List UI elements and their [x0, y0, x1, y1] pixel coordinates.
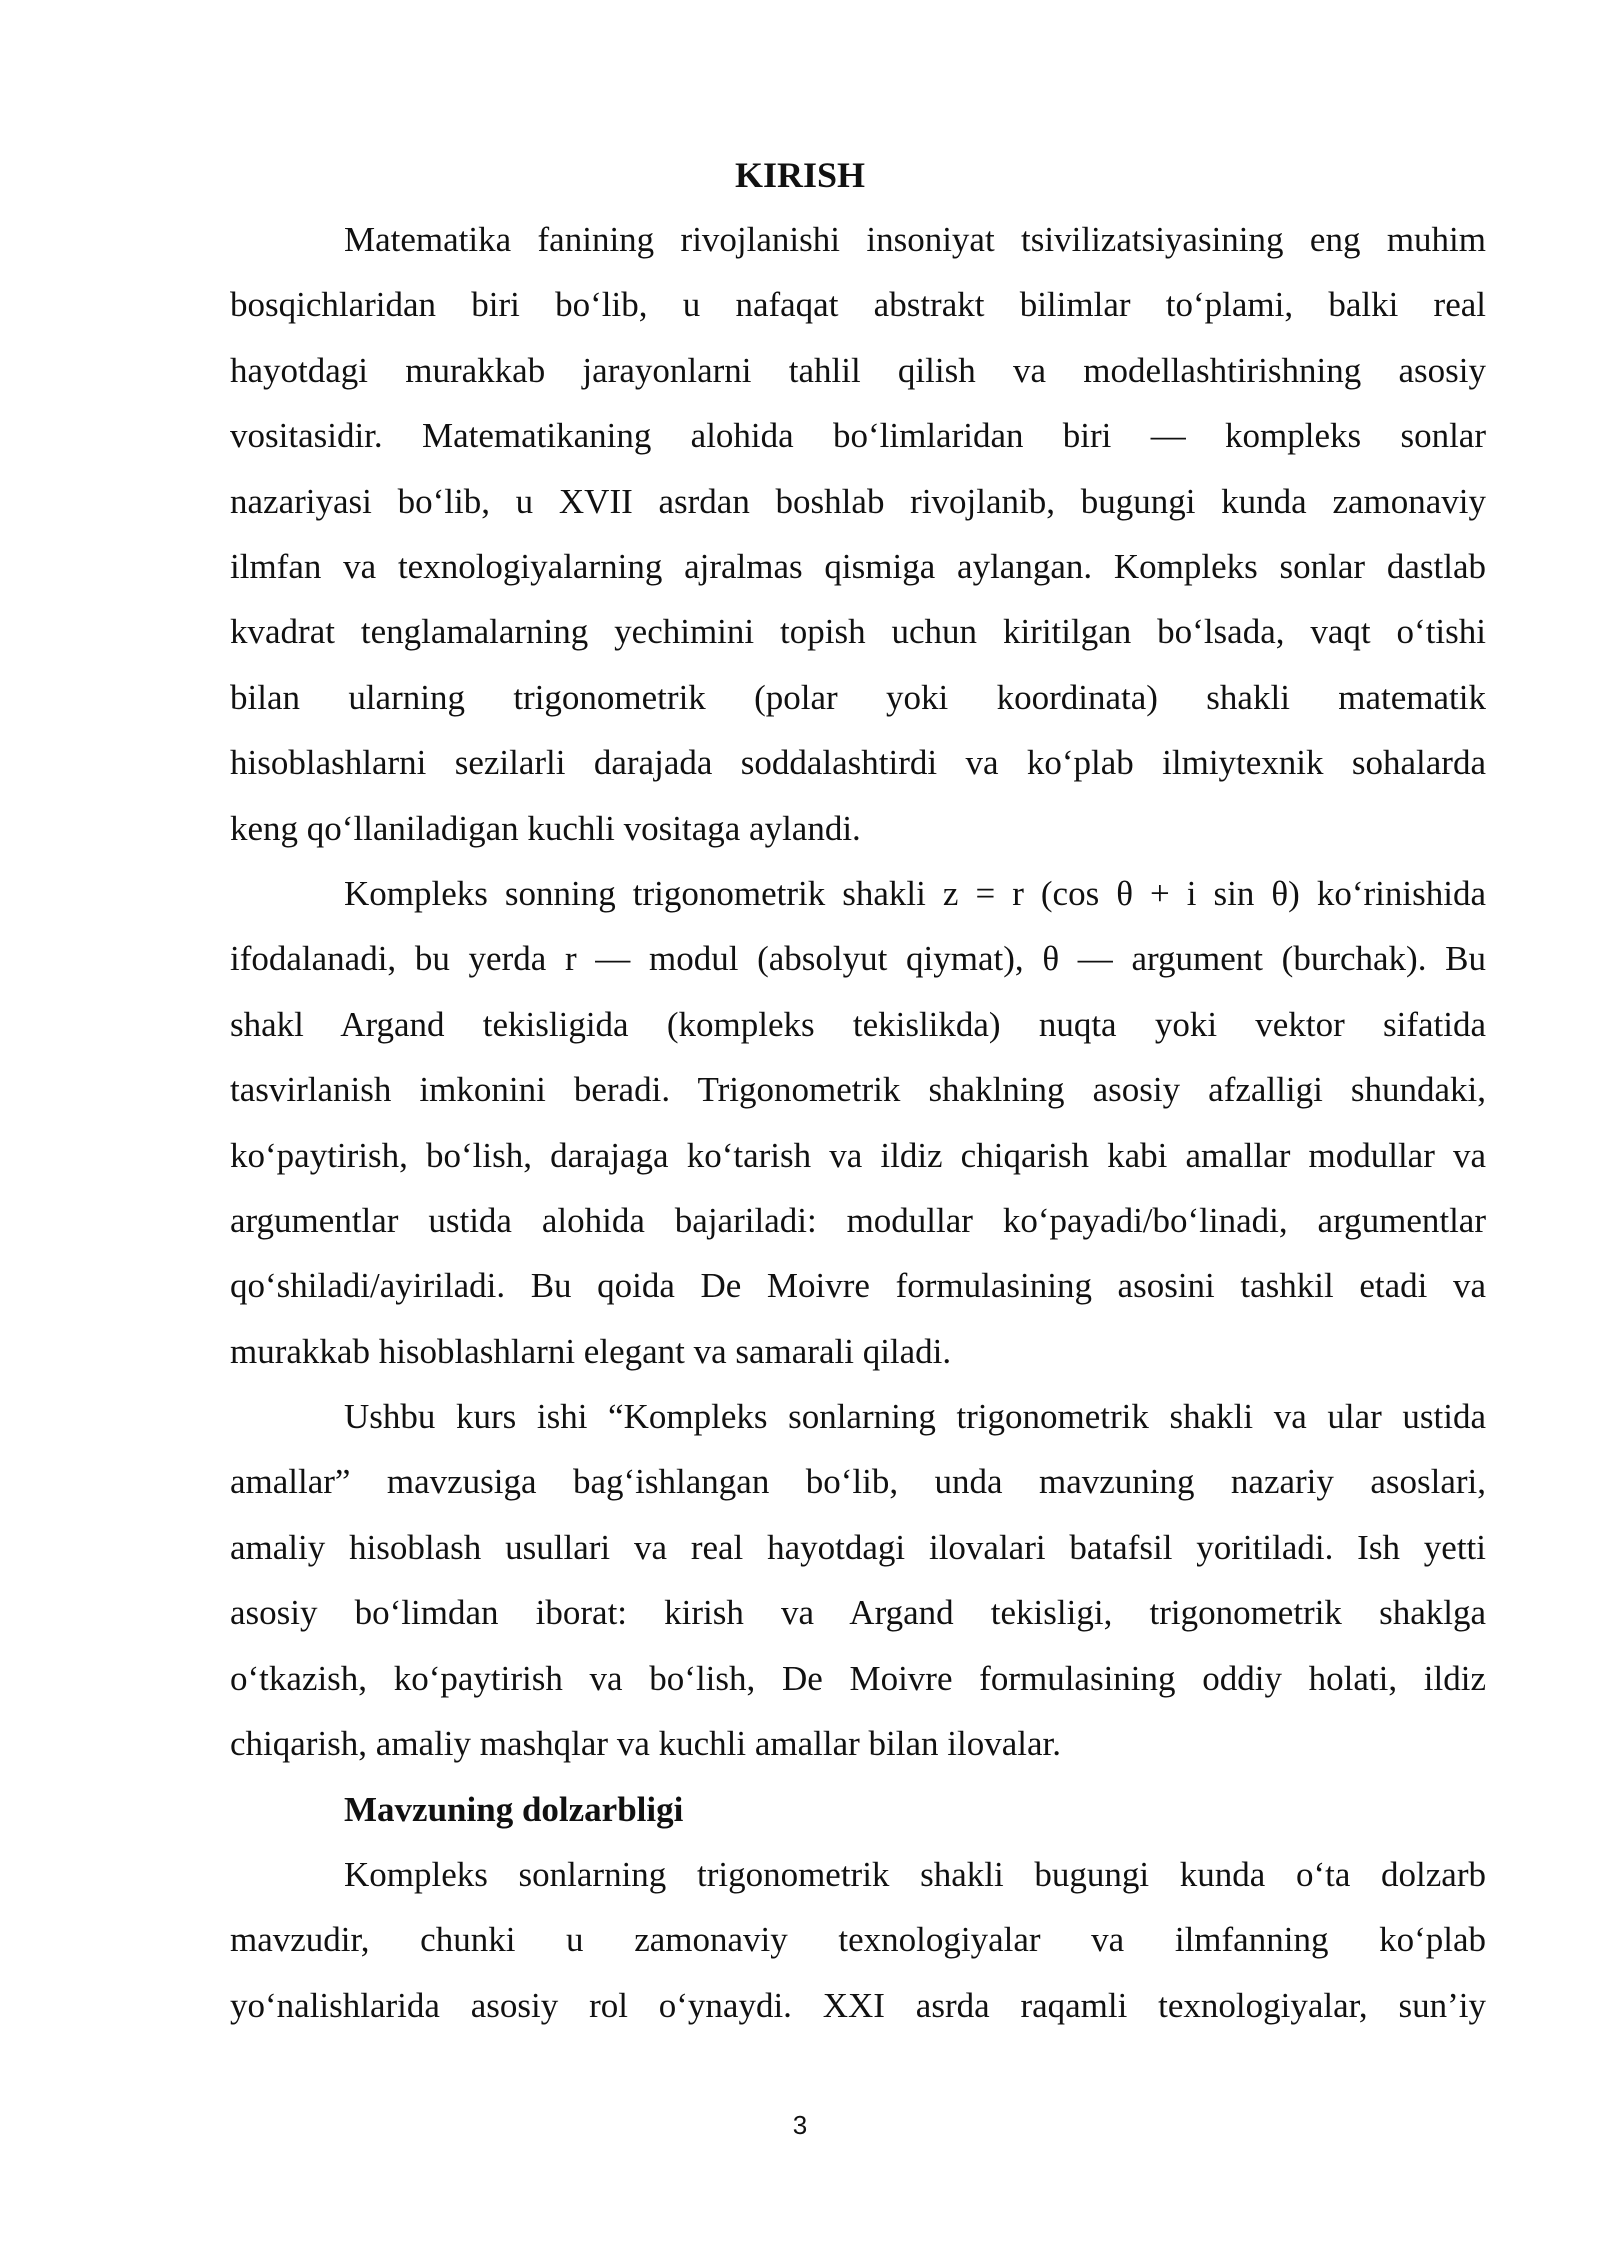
text-line: hayotdagi murakkab jarayonlarni tahlil qilish va modellashtirishning asosiy — [230, 350, 1486, 390]
text-line: nazariyasi bo‘lib, u XVII asrdan boshlab rivojlanib, bugungi kunda zamonaviy — [230, 481, 1486, 521]
text-line: bosqichlaridan biri bo‘lib, u nafaqat abstrakt bilimlar to‘plami, balki real — [230, 285, 1486, 325]
text-line: mavzudir, chunki u zamonaviy texnologiyalar va ilmfanning ko‘plab — [230, 1920, 1486, 1960]
text-line: Kompleks sonlarning trigonometrik shakli bugungi kunda o‘ta dolzarb — [344, 1855, 1486, 1894]
paragraph-relevance — [230, 1842, 1486, 2038]
text-line: Ushbu kurs ishi “Kompleks sonlarning trigonometrik shakli va ular ustida — [344, 1397, 1486, 1436]
paragraph-trigonometric-form — [230, 861, 1486, 1384]
text-line: amaliy hisoblash usullari va real hayotdagi ilovalari batafsil yoritiladi. Ish yetti — [230, 1527, 1486, 1567]
text-line: ko‘paytirish, bo‘lish, darajaga ko‘tarish va ildiz chiqarish kabi amallar modullar va — [230, 1135, 1486, 1175]
text-line: yo‘nalishlarida asosiy rol o‘ynaydi. XXI asrda raqamli texnologiyalar, sun’iy — [230, 1985, 1486, 2025]
text-line: ifodalanadi, bu yerda r — modul (absolyut qiymat), θ — argument (burchak). Bu — [230, 939, 1486, 979]
text-line: vositasidir. Matematikaning alohida bo‘limlaridan biri — kompleks sonlar — [230, 416, 1486, 456]
section-heading: KIRISH — [734, 155, 866, 195]
text-line: argumentlar ustida alohida bajariladi: modullar ko‘payadi/bo‘linadi, argumentlar — [230, 1200, 1486, 1240]
text-line: Matematika fanining rivojlanishi insoniyat tsivilizatsiyasining eng muhim — [344, 220, 1486, 259]
text-line: tasvirlanish imkonini beradi. Trigonometrik shaklning asosiy afzalligi shundaki, — [230, 1070, 1486, 1110]
text-line: o‘tkazish, ko‘paytirish va bo‘lish, De Moivre formulasining oddiy holati, ildiz — [230, 1658, 1486, 1698]
text-line: keng qo‘llaniladigan kuchli vositaga aylandi. — [230, 808, 861, 848]
text-line: murakkab hisoblashlarni elegant va samarali qiladi. — [230, 1331, 952, 1371]
text-line: ilmfan va texnologiyalarning ajralmas qismiga aylangan. Kompleks sonlar dastlab — [230, 546, 1486, 586]
paragraph-intro — [230, 207, 1486, 861]
text-line: kvadrat tenglamalarning yechimini topish uchun kiritilgan bo‘lsada, vaqt o‘tishi — [230, 612, 1486, 652]
paragraph-course-work — [230, 1384, 1486, 1776]
text-line: chiqarish, amaliy mashqlar va kuchli amallar bilan ilovalar. — [230, 1723, 1061, 1763]
text-line: amallar” mavzusiga bag‘ishlangan bo‘lib, unda mavzuning nazariy asoslari, — [230, 1462, 1486, 1502]
text-line: qo‘shiladi/ayiriladi. Bu qoida De Moivre formulasining asosini tashkil etadi va — [230, 1266, 1486, 1306]
text-line: hisoblashlarni sezilarli darajada soddalashtirdi va ko‘plab ilmiytexnik sohalarda — [230, 743, 1486, 783]
page-number: 3 — [792, 2110, 808, 2140]
text-line: asosiy bo‘limdan iborat: kirish va Argand tekisligi, trigonometrik shaklga — [230, 1593, 1486, 1633]
subsection-heading: Mavzuning dolzarbligi — [344, 1790, 684, 1829]
text-line: Kompleks sonning trigonometrik shakli z = r (cos θ + i sin θ) ko‘rinishida — [344, 874, 1486, 913]
text-line: shakl Argand tekisligida (kompleks tekislikda) nuqta yoki vektor sifatida — [230, 1004, 1486, 1044]
text-line: bilan ularning trigonometrik (polar yoki koordinata) shakli matematik — [230, 677, 1486, 717]
